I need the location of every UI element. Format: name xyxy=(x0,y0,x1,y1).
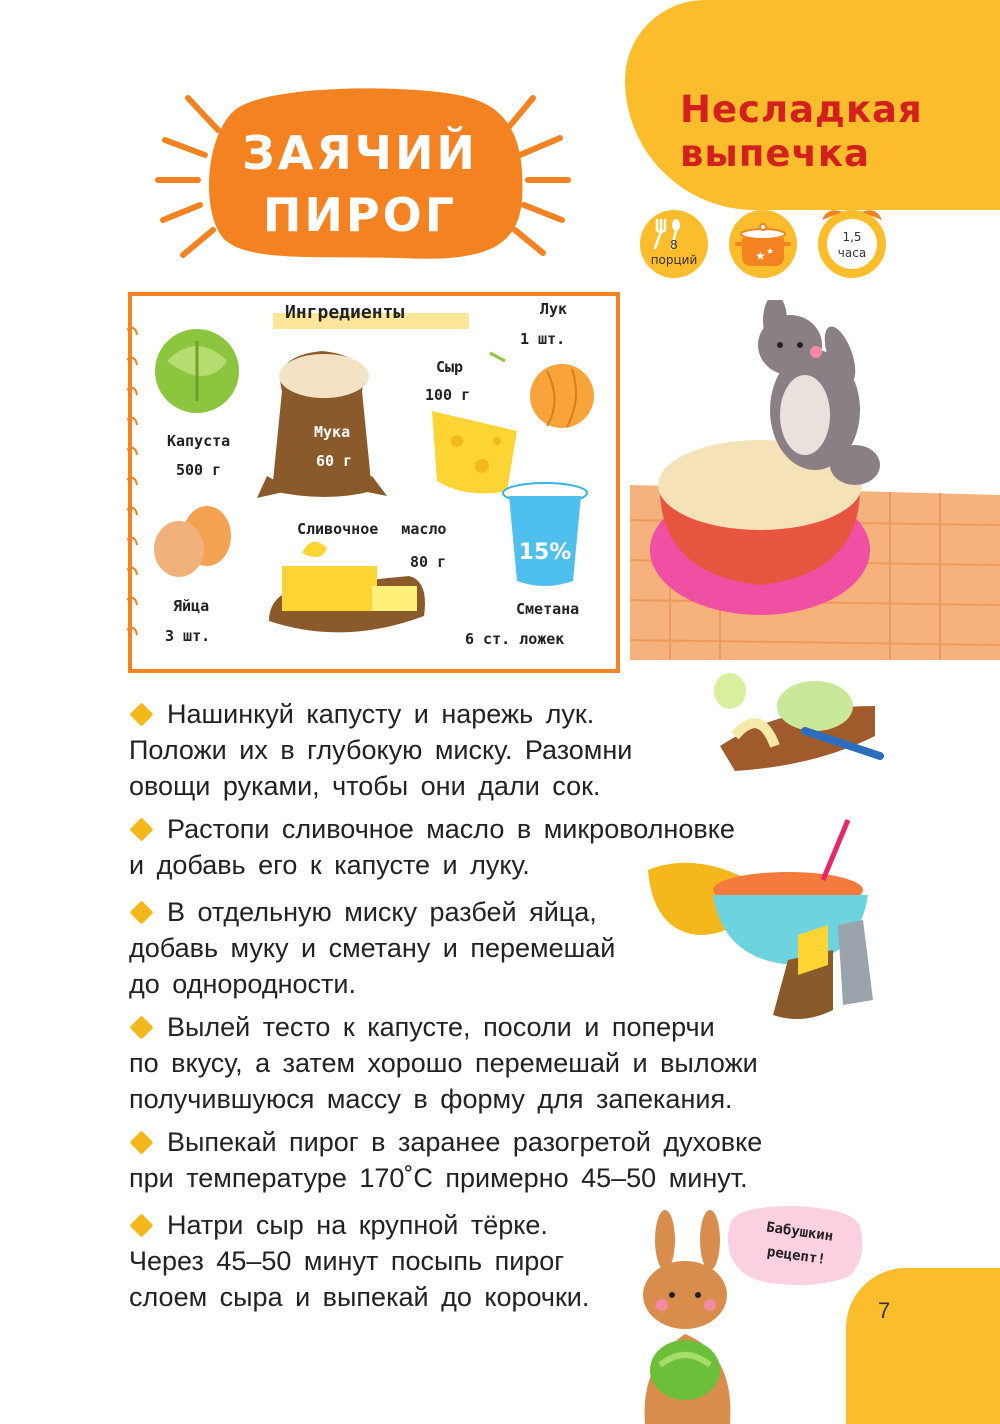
step-3-line-1: В отдельную миску разбей яйца, xyxy=(167,897,597,927)
step-2-line-1: Растопи сливочное масло в микроволновке xyxy=(167,814,735,844)
page-number-tab xyxy=(846,1268,1000,1424)
cabbage-name: Капуста xyxy=(167,432,231,450)
cookware-badge xyxy=(729,210,797,278)
sour-cream-label: 15% xyxy=(518,540,572,565)
bullet-icon xyxy=(129,818,153,842)
recipe-title xyxy=(210,122,510,246)
page-number: 7 xyxy=(878,1298,891,1323)
step-2 xyxy=(129,811,809,883)
step-1-line-1: Нашинкуй капусту и нарежь лук. xyxy=(167,699,595,729)
step-1-line-2: Положи их в глубокую миску. Разомни xyxy=(129,735,633,765)
category-line-2: выпечка xyxy=(680,132,871,175)
cheese-amount: 100 г xyxy=(425,386,471,404)
step-3-line-3: до однородности. xyxy=(129,969,356,999)
butter-amount: 80 г xyxy=(410,553,447,571)
bullet-icon xyxy=(129,1016,153,1040)
time-badge xyxy=(818,210,886,278)
cheese-name: Сыр xyxy=(436,358,464,376)
step-1-line-3: овощи руками, чтобы они дали сок. xyxy=(129,771,601,801)
step-6-line-3: слоем сыра и выпекай до корочки. xyxy=(129,1282,590,1312)
bullet-icon xyxy=(129,703,153,727)
svg-text:★: ★ xyxy=(755,249,766,263)
pot-icon xyxy=(733,214,793,274)
step-5 xyxy=(129,1124,809,1196)
title-line-1: ЗАЯЧИЙ xyxy=(242,126,478,180)
onion-amount: 1 шт. xyxy=(520,330,566,348)
step-5-line-2: при температуре 170˚С примерно 45–50 минут. xyxy=(129,1163,748,1193)
eggs-name: Яйца xyxy=(173,597,210,615)
cabbage-amount: 500 г xyxy=(176,461,222,479)
step-4-line-3: получившуюся массу в форму для запекания. xyxy=(129,1084,733,1114)
servings-unit: порций xyxy=(650,253,698,267)
svg-text:★: ★ xyxy=(766,247,775,257)
time-value: 1,5 xyxy=(842,230,862,244)
bullet-icon xyxy=(129,901,153,925)
eggs-amount: 3 шт. xyxy=(165,627,211,645)
brown-bunny-illustration xyxy=(630,1210,760,1424)
grandma-note-line-1: Бабушкин xyxy=(765,1219,835,1245)
step-4-line-1: Вылей тесто к капусте, посоли и поперчи xyxy=(167,1012,715,1042)
flour-amount: 60 г xyxy=(316,452,353,470)
grandma-note-line-2: рецепт! xyxy=(765,1243,827,1268)
time-unit: часа xyxy=(837,246,867,260)
category-line-1: Несладкая xyxy=(680,88,923,131)
title-line-2: ПИРОГ xyxy=(262,188,458,242)
sour-cream-name: Сметана xyxy=(516,600,580,618)
flour-name: Мука xyxy=(314,423,351,441)
bullet-icon xyxy=(129,1214,153,1238)
step-6-line-2: Через 45–50 минут посыпь пирог xyxy=(129,1246,565,1276)
step-6-line-1: Натри сыр на крупной тёрке. xyxy=(167,1210,548,1240)
step-4 xyxy=(129,1009,809,1117)
butter-name: Сливочное масло xyxy=(297,520,447,538)
step-2-line-2: и добавь его к капусте и луку. xyxy=(129,850,530,880)
step-4-line-2: по вкусу, а затем хорошо перемешай и выложи xyxy=(129,1048,758,1078)
sour-cream-amount: 6 ст. ложек xyxy=(465,630,565,648)
onion-name: Лук xyxy=(540,300,568,318)
servings-badge xyxy=(640,210,708,278)
servings-value: 8 xyxy=(670,238,678,252)
step-1 xyxy=(129,696,809,804)
step-3 xyxy=(129,894,809,1002)
cabbage-illustration xyxy=(155,329,239,413)
ingredients-heading: Ингредиенты xyxy=(285,302,405,323)
step-5-line-1: Выпекай пирог в заранее разогретой духовке xyxy=(167,1127,763,1157)
step-3-line-2: добавь муку и сметану и перемешай xyxy=(129,933,616,963)
bullet-icon xyxy=(129,1131,153,1155)
bunny-pie-illustration xyxy=(630,300,1000,660)
